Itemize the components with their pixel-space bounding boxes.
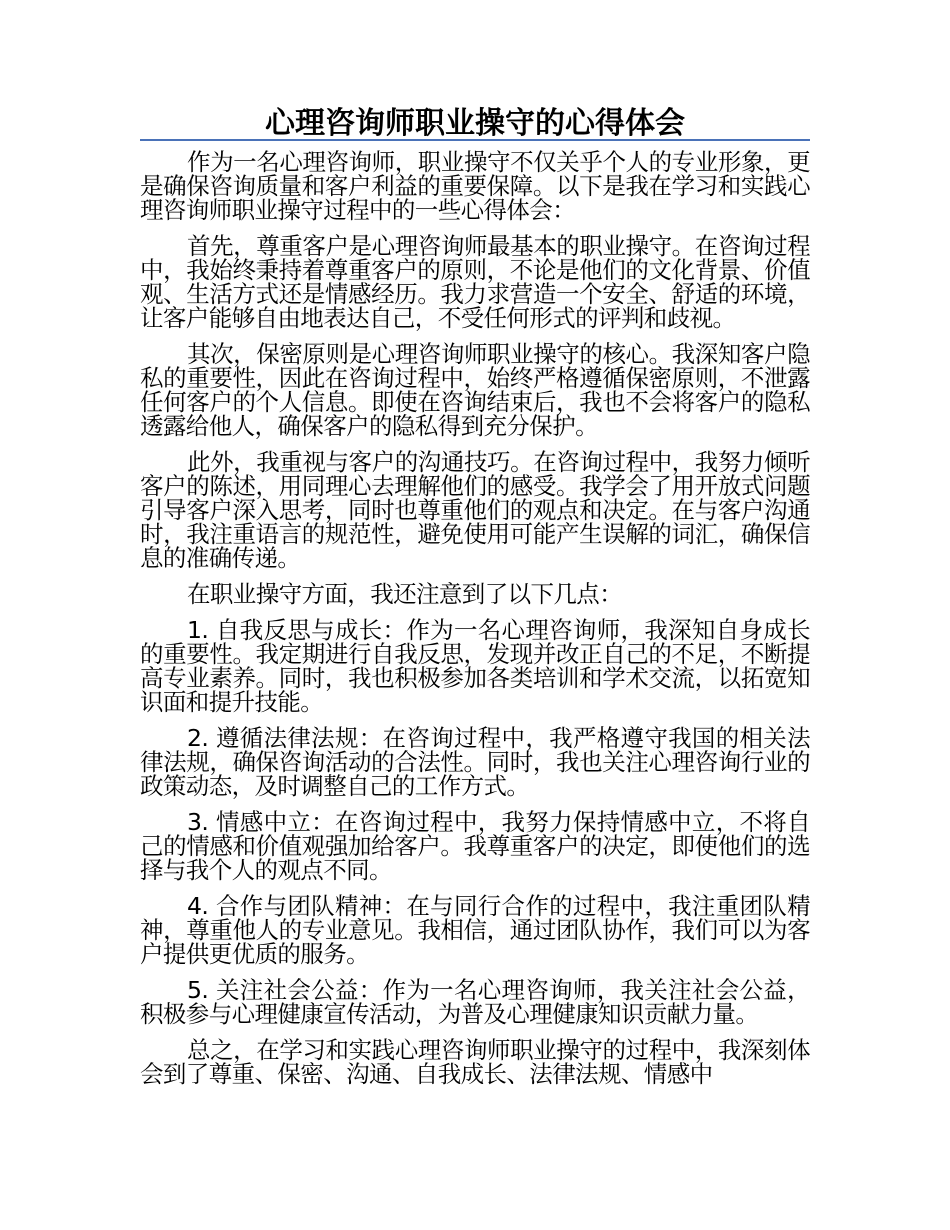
paragraph-respect: 首先，尊重客户是心理咨询师最基本的职业操守。在咨询过程中，我始终秉持着尊重客户的原则，不论是他们的文化背景、价值观、生活方式还是情感经历。我力求营造一个安全、舒适的环境，让客户能够自由地表达自己，不受任何形式的评判和歧视。 bbox=[140, 232, 810, 332]
title-underline bbox=[140, 139, 810, 141]
paragraph-conclusion: 总之，在学习和实践心理咨询师职业操守的过程中，我深刻体会到了尊重、保密、沟通、自我成长、法律法规、情感中 bbox=[140, 1036, 810, 1088]
paragraph-point-5: 5. 关注社会公益：作为一名心理咨询师，我关注社会公益，积极参与心理健康宣传活动，为普及心理健康知识贡献力量。 bbox=[140, 976, 810, 1028]
paragraph-point-4: 4. 合作与团队精神：在与同行合作的过程中，我注重团队精神，尊重他人的专业意见。我相信，通过团队协作，我们可以为客户提供更优质的服务。 bbox=[140, 892, 810, 968]
paragraph-intro: 作为一名心理咨询师，职业操守不仅关乎个人的专业形象，更是确保咨询质量和客户利益的重要保障。以下是我在学习和实践心理咨询师职业操守过程中的一些心得体会： bbox=[140, 148, 810, 224]
document-title: 心理咨询师职业操守的心得体会 bbox=[265, 106, 685, 141]
document-body bbox=[140, 150, 810, 1086]
paragraph-point-1: 1. 自我反思与成长：作为一名心理咨询师，我深知自身成长的重要性。我定期进行自我反思，发现并改正自己的不足，不断提高专业素养。同时，我也积极参加各类培训和学术交流，以拓宽知识面和提升技能。 bbox=[140, 616, 810, 716]
paragraph-point-2: 2. 遵循法律法规：在咨询过程中，我严格遵守我国的相关法律法规，确保咨询活动的合法性。同时，我也关注心理咨询行业的政策动态，及时调整自己的工作方式。 bbox=[140, 724, 810, 800]
paragraph-point-3: 3. 情感中立：在咨询过程中，我努力保持情感中立，不将自己的情感和价值观强加给客户。我尊重客户的决定，即使他们的选择与我个人的观点不同。 bbox=[140, 808, 810, 884]
paragraph-confidentiality: 其次，保密原则是心理咨询师职业操守的核心。我深知客户隐私的重要性，因此在咨询过程中，始终严格遵循保密原则，不泄露任何客户的个人信息。即使在咨询结束后，我也不会将客户的隐私透露给他人，确保客户的隐私得到充分保护。 bbox=[140, 340, 810, 440]
paragraph-points-intro: 在职业操守方面，我还注意到了以下几点： bbox=[187, 580, 623, 608]
paragraph-communication: 此外，我重视与客户的沟通技巧。在咨询过程中，我努力倾听客户的陈述，用同理心去理解他们的感受。我学会了用开放式问题引导客户深入思考，同时也尊重他们的观点和决定。在与客户沟通时，我注重语言的规范性，避免使用可能产生误解的词汇，确保信息的准确传递。 bbox=[140, 448, 810, 572]
